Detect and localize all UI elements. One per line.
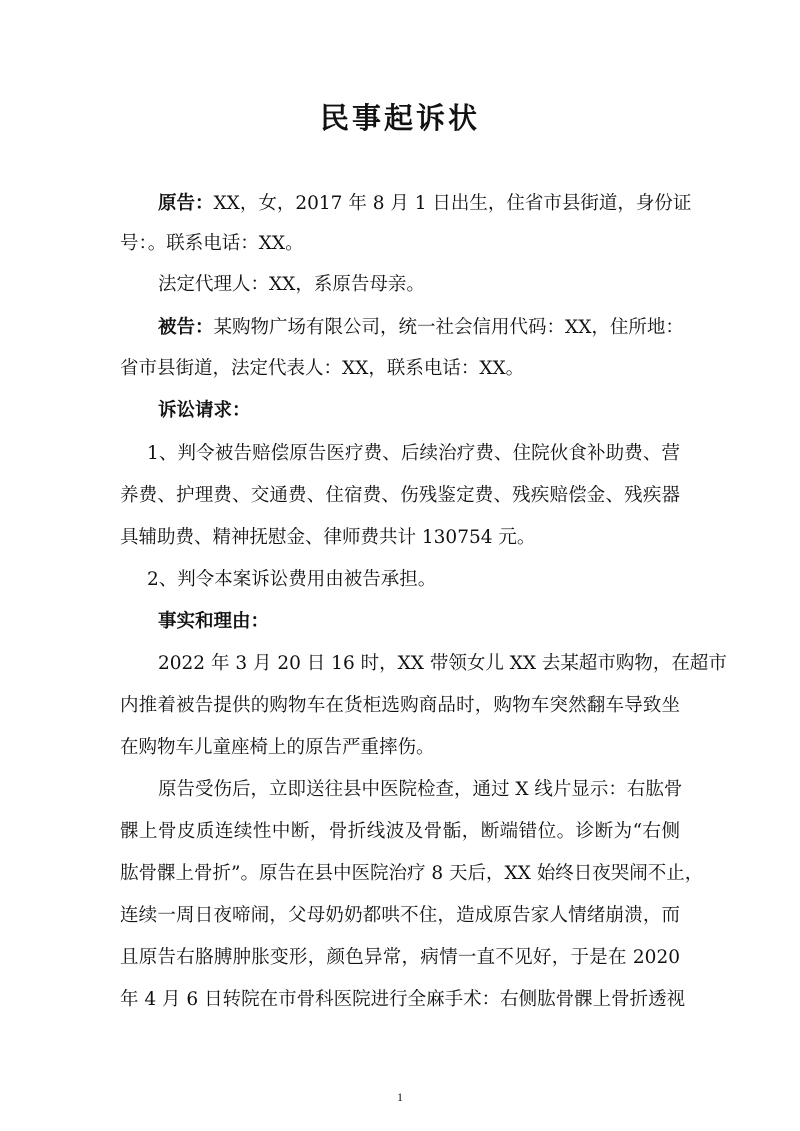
defendant-line-2: 省市县街道，法定代表人：XX，联系电话：XX。 — [120, 358, 525, 379]
claims-heading: 诉讼请求： — [158, 400, 251, 421]
claim-2: 2、判令本案诉讼费用由被告承担。 — [147, 569, 437, 590]
facts-p2-line-4: 连续一周日夜啼闹，父母奶奶都哄不住，造成原告家人情绪崩溃，而 — [120, 905, 680, 926]
plaintiff-label: 原告： — [158, 193, 214, 214]
legal-representative: 法定代理人：XX，系原告母亲。 — [158, 274, 425, 295]
defendant-label: 被告： — [158, 317, 214, 338]
claim-1-line-1: 1、判令被告赔偿原告医疗费、后续治疗费、住院伙食补助费、营 — [147, 443, 680, 464]
defendant-line-1 — [158, 316, 684, 340]
page-number: 1 — [397, 1090, 403, 1104]
facts-p1-line-1: 2022 年 3 月 20 日 16 时，XX 带领女儿 XX 去某超市购物，在超市 — [158, 653, 727, 674]
facts-p1-line-3: 在购物车儿童座椅上的原告严重摔伤。 — [120, 737, 435, 758]
claim-1-line-2: 养费、护理费、交通费、住宿费、伤残鉴定费、残疾赔偿金、残疾器 — [120, 485, 680, 506]
document-title: 民事起诉状 — [319, 101, 480, 135]
facts-p1-line-2: 内推着被告提供的购物车在货柜选购商品时，购物车突然翻车导致坐 — [120, 695, 680, 716]
facts-p2-line-2: 髁上骨皮质连续性中断，骨折线波及骨骺，断端错位。诊断为“右侧 — [120, 821, 680, 842]
facts-heading: 事实和理由： — [158, 611, 270, 632]
defendant-text-1: 某购物广场有限公司，统一社会信用代码：XX，住所地： — [213, 317, 684, 338]
facts-p2-line-1: 原告受伤后，立即送往县中医院检查，通过 X 线片显示：右肱骨 — [158, 779, 683, 800]
claim-1-line-3: 具辅助费、精神抚慰金、律师费共计 130754 元。 — [120, 527, 536, 548]
facts-p2-line-3: 肱骨髁上骨折”。原告在县中医院治疗 8 天后，XX 始终日夜哭闹不止， — [120, 863, 704, 884]
plaintiff-line-2: 号：。联系电话：XX。 — [120, 233, 304, 254]
plaintiff-line-1 — [158, 192, 692, 216]
facts-p2-line-5: 且原告右胳膊肿胀变形，颜色异常，病情一直不见好，于是在 2020 — [120, 947, 680, 968]
plaintiff-text-1: XX，女，2017 年 8 月 1 日出生，住省市县街道，身份证 — [213, 193, 692, 214]
facts-p2-line-6: 年 4 月 6 日转院在市骨科医院进行全麻手术：右侧肱骨髁上骨折透视 — [120, 989, 686, 1010]
